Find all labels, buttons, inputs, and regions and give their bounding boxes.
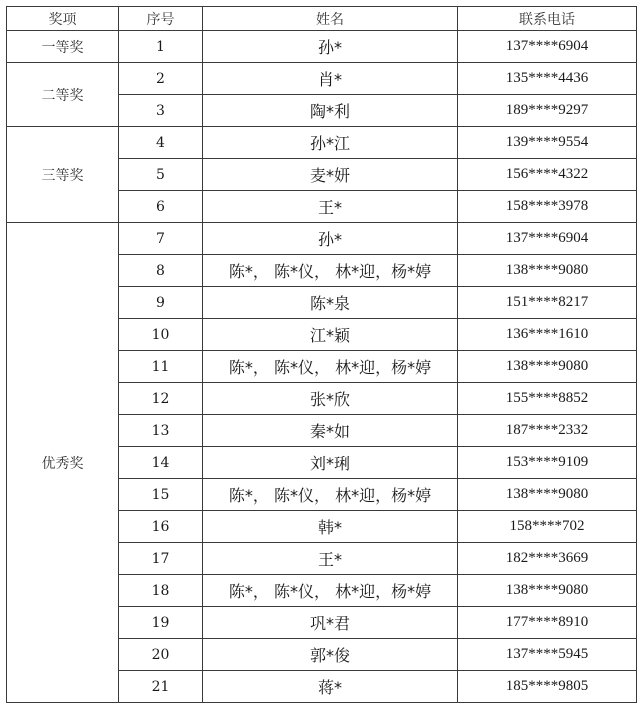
number-cell: 18	[119, 575, 203, 607]
phone-cell: 185****9805	[458, 671, 637, 703]
header-name: 姓名	[203, 7, 458, 31]
table-row	[7, 63, 637, 95]
name-cell: 秦*如	[203, 415, 458, 447]
number-cell: 11	[119, 351, 203, 383]
award-level-cell: 优秀奖	[7, 223, 119, 703]
table-row	[7, 127, 637, 159]
award-level-cell: 二等奖	[7, 63, 119, 127]
name-cell: 韩*	[203, 511, 458, 543]
award-level-cell: 三等奖	[7, 127, 119, 223]
name-cell: 王*	[203, 191, 458, 223]
number-cell: 5	[119, 159, 203, 191]
phone-cell: 136****1610	[458, 319, 637, 351]
phone-cell: 158****702	[458, 511, 637, 543]
phone-cell: 138****9080	[458, 255, 637, 287]
name-cell: 江*颖	[203, 319, 458, 351]
table-header	[7, 7, 637, 31]
phone-cell: 153****9109	[458, 447, 637, 479]
phone-cell: 177****8910	[458, 607, 637, 639]
name-cell: 陈*， 陈*仪， 林*迎，杨*婷	[203, 255, 458, 287]
name-cell: 张*欣	[203, 383, 458, 415]
name-cell: 孙*	[203, 31, 458, 63]
number-cell: 3	[119, 95, 203, 127]
name-cell: 陶*利	[203, 95, 458, 127]
name-cell: 陈*， 陈*仪， 林*迎，杨*婷	[203, 351, 458, 383]
name-cell: 陈*泉	[203, 287, 458, 319]
number-cell: 6	[119, 191, 203, 223]
name-cell: 蒋*	[203, 671, 458, 703]
phone-cell: 138****9080	[458, 479, 637, 511]
header-number: 序号	[119, 7, 203, 31]
number-cell: 17	[119, 543, 203, 575]
phone-cell: 156****4322	[458, 159, 637, 191]
number-cell: 19	[119, 607, 203, 639]
name-cell: 郭*俊	[203, 639, 458, 671]
phone-cell: 187****2332	[458, 415, 637, 447]
phone-cell: 158****3978	[458, 191, 637, 223]
number-cell: 2	[119, 63, 203, 95]
phone-cell: 182****3669	[458, 543, 637, 575]
header-row	[7, 7, 637, 31]
phone-cell: 135****4436	[458, 63, 637, 95]
table-row	[7, 31, 637, 63]
number-cell: 8	[119, 255, 203, 287]
number-cell: 4	[119, 127, 203, 159]
name-cell: 王*	[203, 543, 458, 575]
number-cell: 12	[119, 383, 203, 415]
number-cell: 7	[119, 223, 203, 255]
name-cell: 陈*， 陈*仪， 林*迎，杨*婷	[203, 479, 458, 511]
number-cell: 20	[119, 639, 203, 671]
phone-cell: 137****6904	[458, 223, 637, 255]
phone-cell: 137****5945	[458, 639, 637, 671]
name-cell: 孙*江	[203, 127, 458, 159]
number-cell: 13	[119, 415, 203, 447]
number-cell: 21	[119, 671, 203, 703]
award-winners-table	[6, 6, 637, 703]
number-cell: 15	[119, 479, 203, 511]
award-level-cell: 一等奖	[7, 31, 119, 63]
phone-cell: 138****9080	[458, 351, 637, 383]
number-cell: 9	[119, 287, 203, 319]
number-cell: 10	[119, 319, 203, 351]
header-award: 奖项	[7, 7, 119, 31]
table-body	[7, 31, 637, 703]
name-cell: 巩*君	[203, 607, 458, 639]
phone-cell: 139****9554	[458, 127, 637, 159]
table-row	[7, 223, 637, 255]
phone-cell: 151****8217	[458, 287, 637, 319]
name-cell: 刘*琍	[203, 447, 458, 479]
name-cell: 麦*妍	[203, 159, 458, 191]
phone-cell: 189****9297	[458, 95, 637, 127]
phone-cell: 137****6904	[458, 31, 637, 63]
header-phone: 联系电话	[458, 7, 637, 31]
name-cell: 肖*	[203, 63, 458, 95]
number-cell: 14	[119, 447, 203, 479]
phone-cell: 155****8852	[458, 383, 637, 415]
name-cell: 陈*， 陈*仪， 林*迎，杨*婷	[203, 575, 458, 607]
name-cell: 孙*	[203, 223, 458, 255]
number-cell: 1	[119, 31, 203, 63]
phone-cell: 138****9080	[458, 575, 637, 607]
number-cell: 16	[119, 511, 203, 543]
